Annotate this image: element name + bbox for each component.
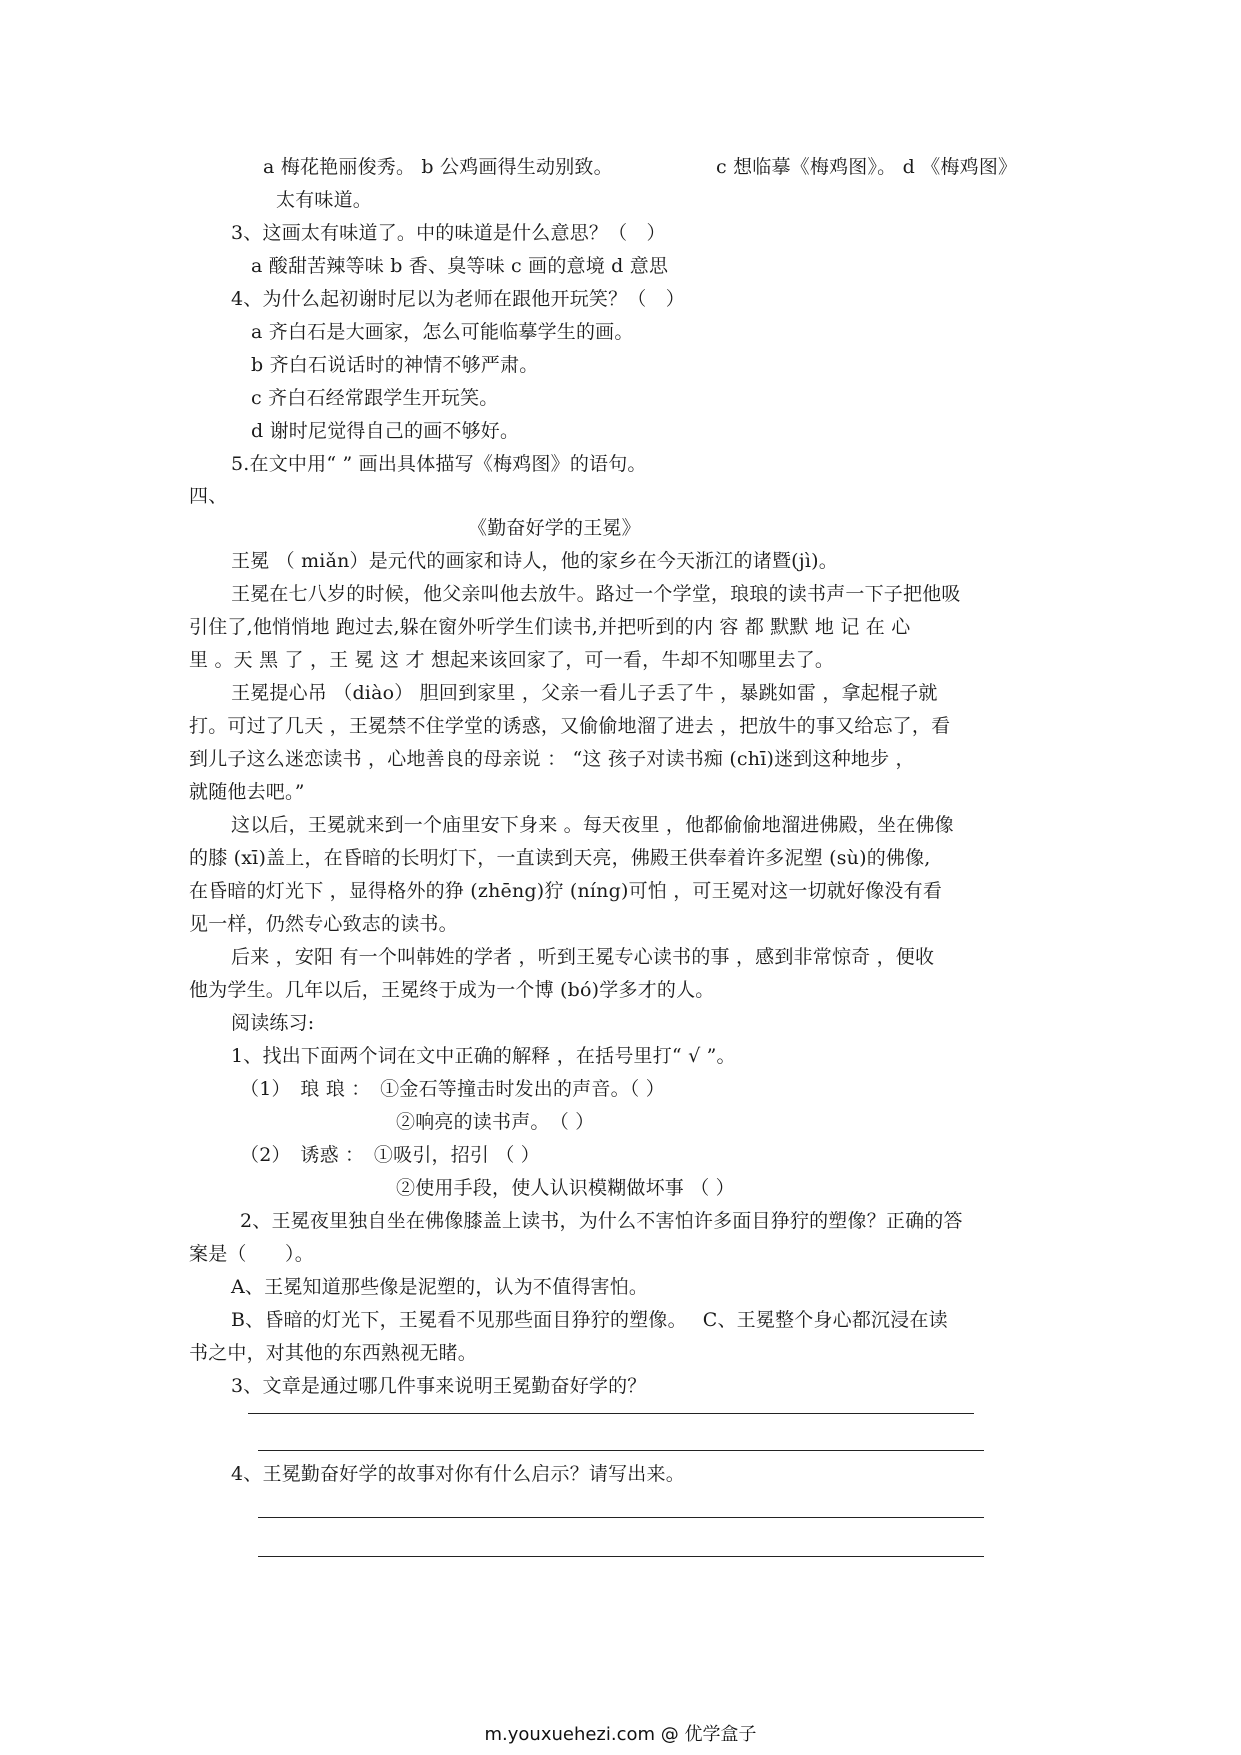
paragraph-line: 就随他去吧。”: [189, 781, 305, 803]
paragraph-line: 王冕在七八岁的时候，他父亲叫他去放牛。路过一个学堂，琅琅的读书声一下子把他吸: [231, 583, 961, 605]
answer-line[interactable]: [258, 1517, 984, 1518]
question-5: 5.在文中用“ ” 画出具体描写《梅鸡图》的语句。: [231, 453, 647, 475]
answer-line[interactable]: [258, 1556, 984, 1557]
paragraph-line: 后来 ，安阳 有一个叫韩姓的学者 ，听到王冕专心读书的事 ，感到非常惊奇 ，便收: [231, 946, 935, 968]
exercise-heading: 阅读练习:: [231, 1012, 315, 1034]
exercise-question-3: 3、文章是通过哪几件事来说明王冕勤奋好学的？: [231, 1375, 647, 1397]
article-title: 《勤奋好学的王冕》: [468, 517, 641, 539]
paragraph-line: 这以后，王冕就来到一个庙里安下身来 。每天夜里 ，他都偷偷地溜进佛殿，坐在佛像: [231, 814, 954, 836]
paragraph-line: 打。可过了几天 ，王冕禁不住学堂的诱惑，又偷偷地溜了进去 ，把放牛的事又给忘了，看: [189, 715, 951, 737]
answer-line[interactable]: [258, 1450, 984, 1451]
question-4-option-b: b 齐白石说话时的神情不够严肃。: [251, 354, 539, 376]
paragraph-line: 到儿子这么迷恋读书 ，心地善良的母亲说 ： “这 孩子对读书痴 (chī)迷到这种地步 ，: [189, 748, 915, 770]
exercise-1-item-1-option-2: ②响亮的读书声。 （ ）: [396, 1111, 595, 1133]
paragraph-line: 的膝 (xī)盖上，在昏暗的长明灯下，一直读到天亮，佛殿王供奉着许多泥塑 (sù)的佛像,: [189, 847, 931, 869]
question-3: 3、这画太有味道了。中的味道是什么意思？（ ）: [231, 222, 666, 244]
exercise-question-2: 2、王冕夜里独自坐在佛像膝盖上读书，为什么不害怕许多面目狰狞的塑像？正确的答: [240, 1210, 963, 1232]
paragraph-line: 见一样，仍然专心致志的读书。: [189, 913, 458, 935]
paragraph-line: 王冕 （ miǎn）是元代的画家和诗人，他的家乡在今天浙江的诸暨(jì)。: [231, 550, 838, 572]
question-4: 4、为什么起初谢时尼以为老师在跟他开玩笑？（ ）: [231, 288, 685, 310]
exercise-question-4: 4、王冕勤奋好学的故事对你有什么启示？请写出来。: [231, 1463, 685, 1485]
question-4-option-d: d 谢时尼觉得自己的画不够好。: [251, 420, 520, 442]
exercise-2-option-b-c: B、昏暗的灯光下，王冕看不见那些面目狰狞的塑像。 C、王冕整个身心都沉浸在读: [231, 1309, 948, 1331]
answer-line[interactable]: [248, 1413, 974, 1414]
question-4-option-a: a 齐白石是大画家，怎么可能临摹学生的画。: [251, 321, 634, 343]
exercise-question-1: 1、找出下面两个词在文中正确的解释 ，在括号里打“ √ ”。: [231, 1045, 736, 1067]
section-four-heading: 四、: [189, 485, 228, 507]
paragraph-line: 他为学生。几年以后，王冕终于成为一个博 (bó)学多才的人。: [189, 979, 715, 1001]
paragraph-line: 里 。天 黑 了 ，王 冕 这 才 想起来该回家了，可一看，牛却不知哪里去了。: [189, 649, 835, 671]
exercise-1-item-2-option-2: ②使用手段，使人认识模糊做坏事 （ ）: [396, 1177, 735, 1199]
option-a-b-line: a 梅花艳丽俊秀。 b 公鸡画得生动别致。: [263, 156, 613, 178]
question-4-option-c: c 齐白石经常跟学生开玩笑。: [251, 387, 499, 409]
paragraph-line: 引住了,他悄悄地 跑过去,躲在窗外听学生们读书,并把听到的内 容 都 默默 地 记 在 心: [189, 616, 911, 638]
paragraph-line: 王冕提心吊 （diào） 胆回到家里 ，父亲一看儿子丢了牛 ，暴跳如雷 ，拿起棍子就: [231, 682, 938, 704]
option-d-continuation: 太有味道。: [276, 189, 373, 211]
option-c-d-line: c 想临摹《梅鸡图》。 d 《梅鸡图》: [716, 156, 1018, 178]
exercise-question-2-continuation: 案是（ ）。: [189, 1243, 314, 1265]
exercise-1-item-2: （2） 诱惑 ： ①吸引，招引 （ ）: [240, 1144, 541, 1166]
exercise-1-item-1: （1） 琅 琅 ： ①金石等撞击时发出的声音。（ ）: [240, 1078, 665, 1100]
exercise-2-option-a: A、王冕知道那些像是泥塑的，认为不值得害怕。: [231, 1276, 649, 1298]
paragraph-line: 在昏暗的灯光下 ，显得格外的狰 (zhēng)狞 (níng)可怕 ，可王冕对这一切就好像没有看: [189, 880, 943, 902]
exercise-2-option-c-continuation: 书之中，对其他的东西熟视无睹。: [189, 1342, 478, 1364]
question-3-options: a 酸甜苦辣等味 b 香、臭等味 c 画的意境 d 意思: [251, 255, 669, 277]
footer-watermark: m.youxuehezi.com @ 优学盒子: [484, 1724, 757, 1745]
